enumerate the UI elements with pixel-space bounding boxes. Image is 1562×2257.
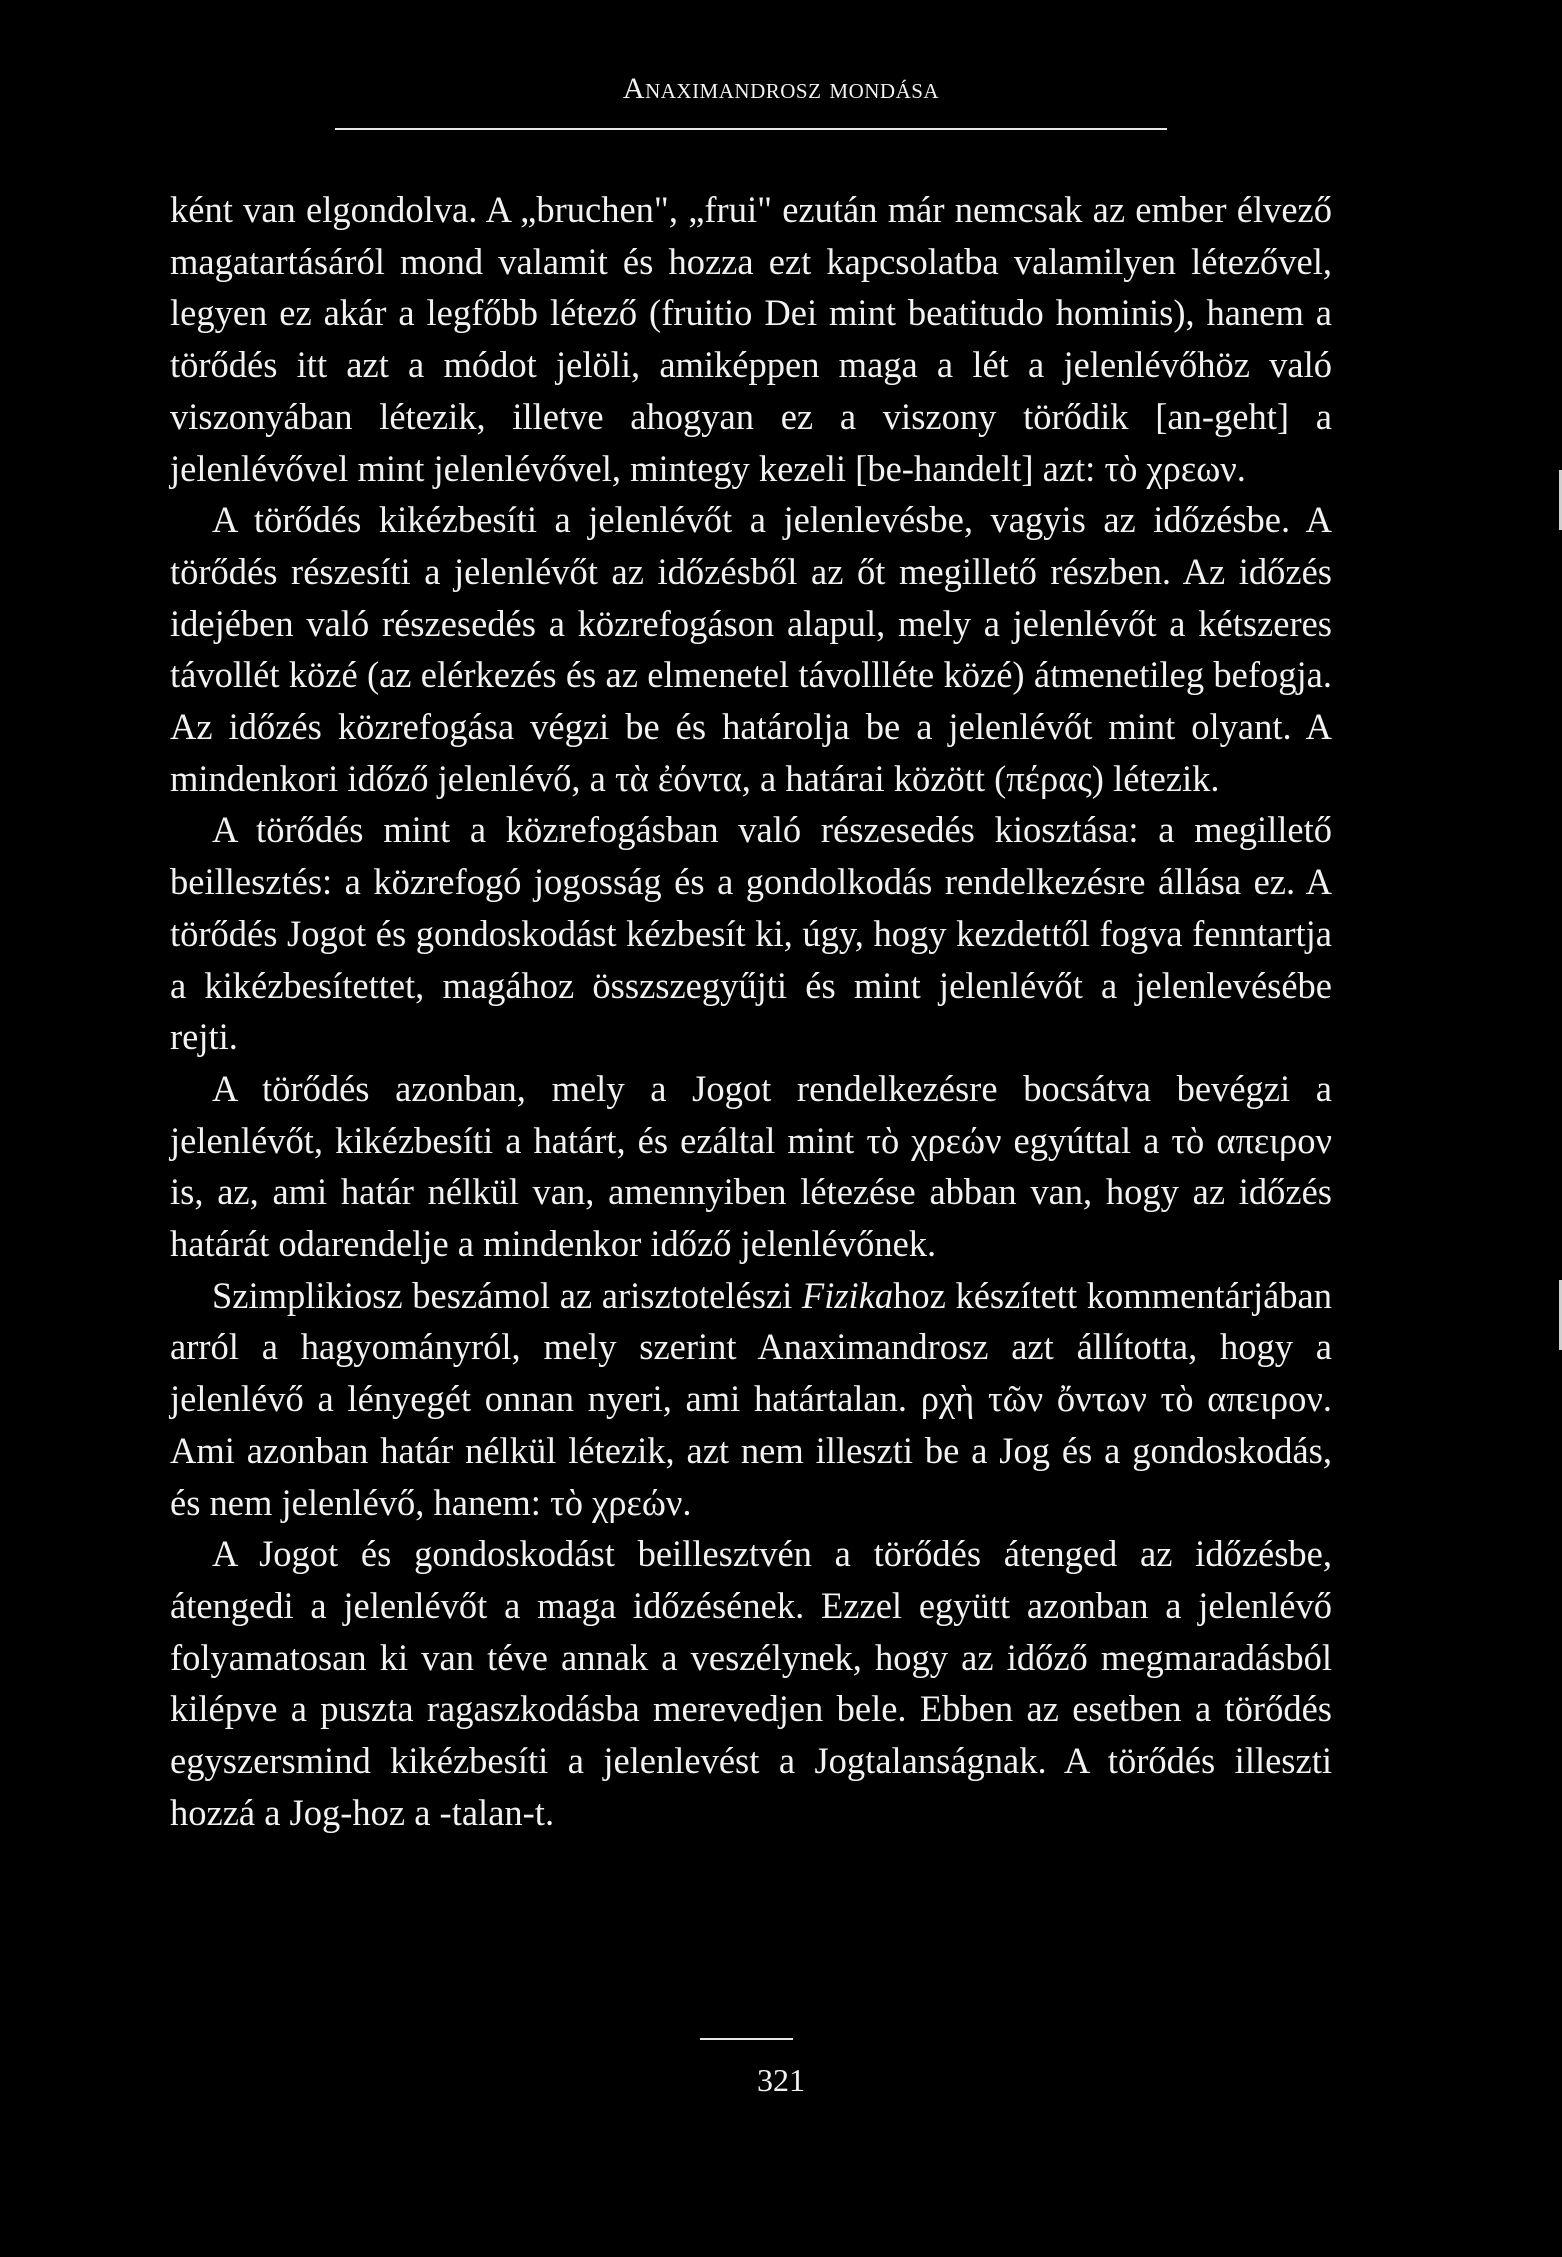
paragraph: A Jogot és gondoskodást beillesztvén a törődés átenged az időzésbe, átengedi a jelenlévőt a maga időzésének. Ezzel együtt azonban a jelenlévő folyamatosan ki van téve annak a veszélynek, hogy az időző megmaradásból kilépve a puszta ragaszkodásba merevedjen bele. Ebben az esetben a törődés egyszersmind kikézbesíti a jelenlevést a Jogtalanságnak. A törődés illeszti hozzá a Jog-hoz a -talan-t. xyxy=(170,1533,1332,1833)
footer-rule xyxy=(700,2038,793,2040)
paragraph: ként van elgondolva. A „bruchen", „frui" ezután már nemcsak az ember élvező magatartásáról mond valamit és hozza ezt kapcsolatba valamilyen létezővel, legyen ez akár a legfőbb létező (fruitio Dei mint beatitudo hominis), hanem a törődés itt azt a módot jelöli, amiképpen maga a lét a jelenlévőhöz való viszonyában létezik, illetve ahogyan ez a viszony törődik [an-geht] a jelenlévővel mint jelenlévővel, mintegy kezeli [be-handelt] azt: τὸ χρεων. xyxy=(170,189,1332,489)
italic-title: Fizika xyxy=(801,1274,894,1316)
paragraph: A törődés azonban, mely a Jogot rendelkezésre bocsátva bevégzi a jelenlévőt, kikézbesíti a határt, és ezáltal mint τὸ χρεών egyúttal a τὸ απειρον is, az, ami határ nélkül van, amennyiben létezése abban van, hogy az időzés határát odarendelje a mindenkor időző jelenlévőnek. xyxy=(170,1067,1332,1265)
paragraph: Szimplikiosz beszámol az arisztotelészi Fizikahoz készített kommentárjában arról a hagyományról, mely szerint Anaximandrosz azt állította, hogy a jelenlévő a lényegét onnan nyeri, ami határtalan. ρχὴ τῶν ὄντων τὸ απειρον. Ami azonban határ nélkül létezik, azt nem illeszti be a Jog és a gondoskodás, és nem jelenlévő, hanem: τὸ χρεών. xyxy=(170,1274,1332,1523)
header-rule xyxy=(335,128,1167,130)
running-head: Anaximandrosz mondása xyxy=(622,72,940,105)
page-number: 321 xyxy=(757,2062,805,2098)
body-text xyxy=(170,184,1332,1839)
paragraph: A törődés kikézbesíti a jelenlévőt a jelenlevésbe, vagyis az időzésbe. A törődés részesíti a jelenlévőt az időzésből az őt megillető részben. Az időzés idejében való részesedés a közrefogáson alapul, mely a jelenlévőt a kétszeres távollét közé (az elérkezés és az elmenetel távollléte közé) átmenetileg befogja. Az időzés közrefogása végzi be és határolja be a jelenlévőt mint olyant. A mindenkori időző jelenlévő, a τὰ ἐόντα, a határai között (πέρας) létezik. xyxy=(170,499,1332,799)
paragraph: A törődés mint a közrefogásban való részesedés kiosztása: a megillető beillesztés: a közrefogó jogosság és a gondolkodás rendelkezésre állása ez. A törődés Jogot és gondoskodást kézbesít ki, úgy, hogy kezdettől fogva fenntartja a kikézbesítettet, magához összszegyűjti és mint jelenlévőt a jelenlevésébe rejti. xyxy=(170,809,1332,1058)
